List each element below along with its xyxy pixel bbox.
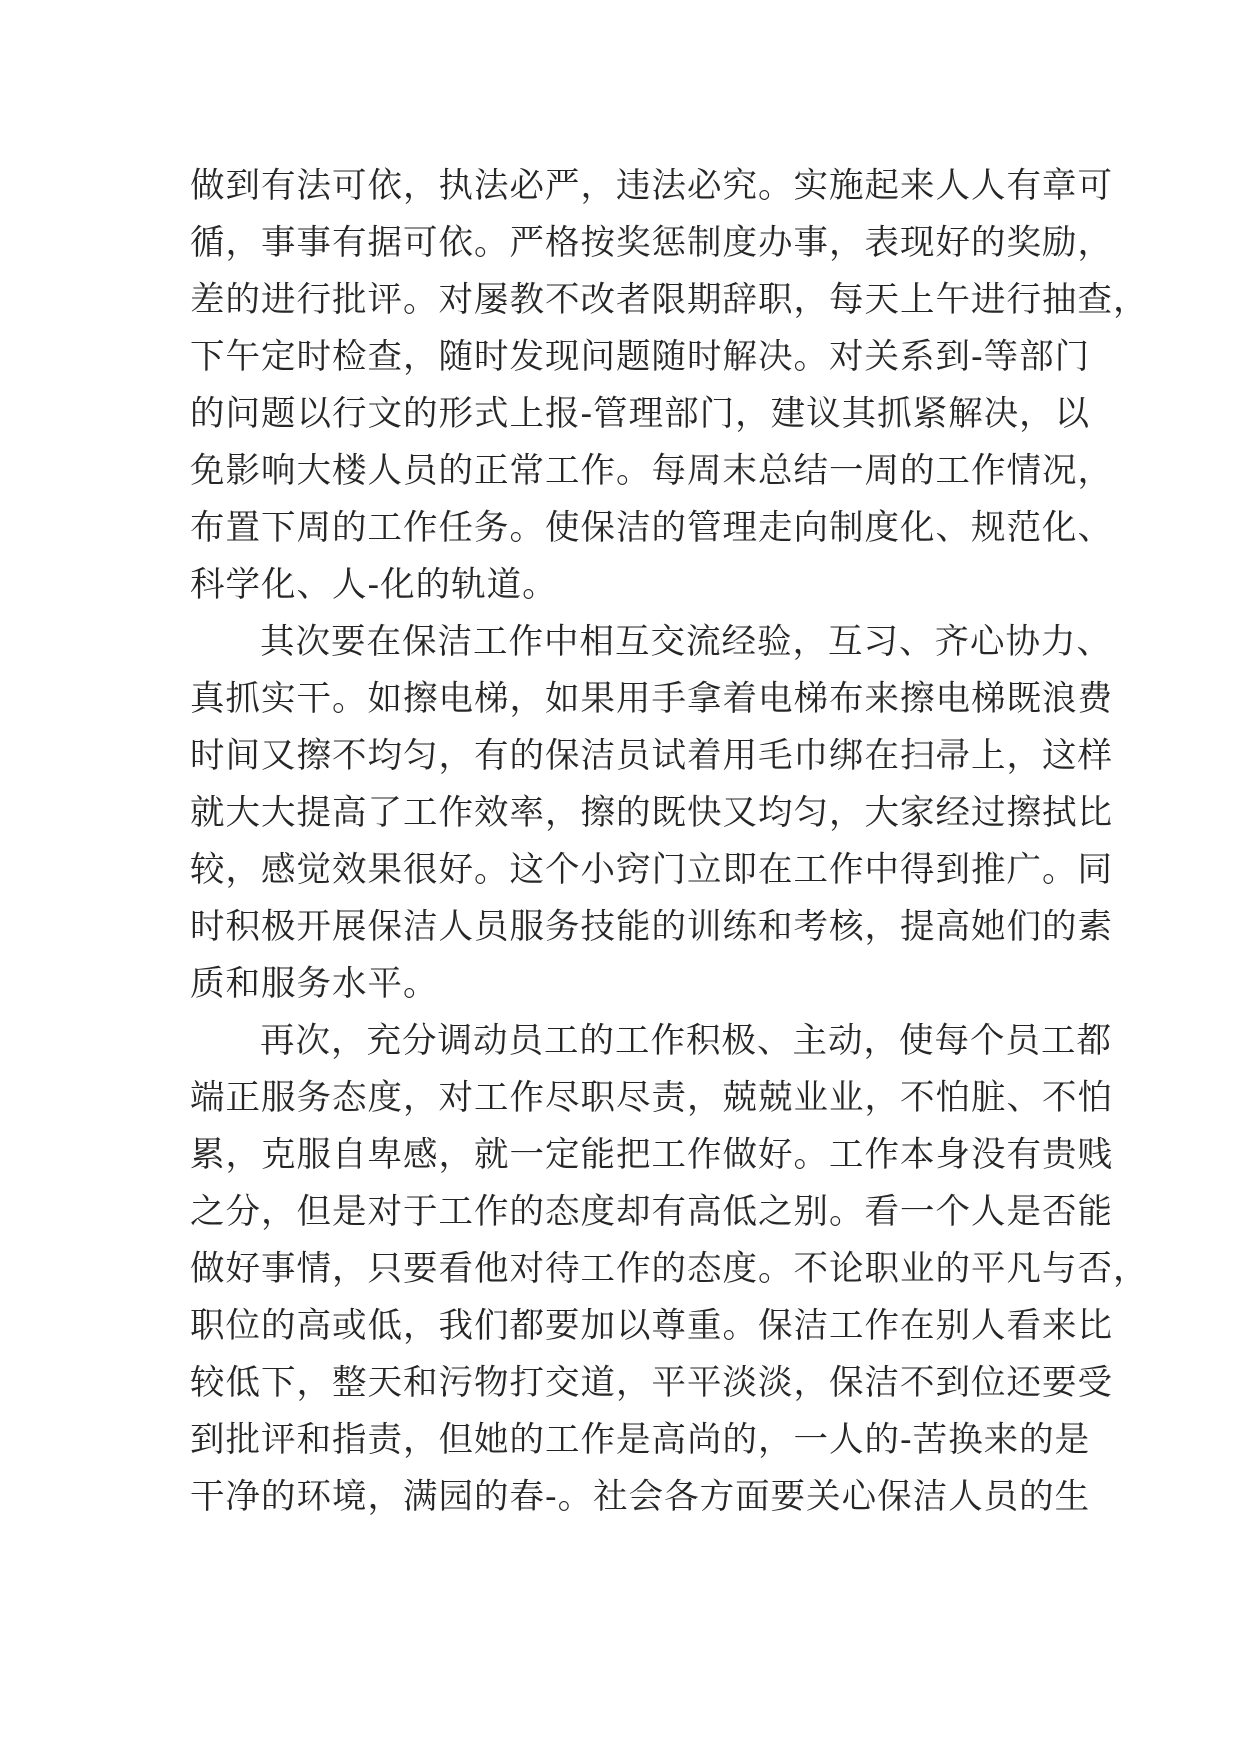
paragraph-3-line-5: 做好事情，只要看他对待工作的态度。不论职业的平凡与否，: [190, 1249, 1149, 1289]
paragraph-1-line-2: 循，事事有据可依。严格按奖惩制度办事，表现好的奖励，: [190, 223, 1113, 263]
paragraph-1-line-5: 的问题以行文的形式上报-管理部门，建议其抓紧解决，以: [190, 394, 1091, 434]
paragraph-3-line-2: 端正服务态度，对工作尽职尽责，兢兢业业，不怕脏、不怕: [190, 1078, 1113, 1118]
paragraph-2-line-3: 时间又擦不均匀，有的保洁员试着用毛巾绑在扫帚上，这样: [190, 736, 1113, 776]
paragraph-2-line-4: 就大大提高了工作效率，擦的既快又均匀，大家经过擦拭比: [190, 793, 1113, 833]
paragraph-1-line-8: 科学化、人-化的轨道。: [190, 565, 558, 605]
paragraph-3-line-7: 较低下，整天和污物打交道，平平淡淡，保洁不到位还要受: [190, 1363, 1113, 1403]
paragraph-3-line-6: 职位的高或低，我们都要加以尊重。保洁工作在别人看来比: [190, 1306, 1113, 1346]
paragraph-3-line-9: 干净的环境，满园的春-。社会各方面要关心保洁人员的生: [190, 1477, 1091, 1517]
paragraph-1-line-6: 免影响大楼人员的正常工作。每周末总结一周的工作情况，: [190, 451, 1113, 491]
paragraph-3-line-4: 之分，但是对于工作的态度却有高低之别。看一个人是否能: [190, 1192, 1113, 1232]
paragraph-3-line-3: 累，克服自卑感，就一定能把工作做好。工作本身没有贵贱: [190, 1135, 1113, 1175]
paragraph-3-line-1: 再次，充分调动员工的工作积极、主动，使每个员工都: [260, 1021, 1112, 1061]
paragraph-3-line-8: 到批评和指责，但她的工作是高尚的，一人的-苦换来的是: [190, 1420, 1091, 1460]
paragraph-2-line-7: 质和服务水平。: [190, 964, 439, 1004]
paragraph-2-line-1: 其次要在保洁工作中相互交流经验，互习、齐心协力、: [260, 622, 1112, 662]
paragraph-1-line-3: 差的进行批评。对屡教不改者限期辞职，每天上午进行抽查，: [190, 280, 1149, 320]
paragraph-1-line-7: 布置下周的工作任务。使保洁的管理走向制度化、规范化、: [190, 508, 1113, 548]
paragraph-2-line-6: 时积极开展保洁人员服务技能的训练和考核，提高她们的素: [190, 907, 1113, 947]
paragraph-1-line-4: 下午定时检查，随时发现问题随时解决。对关系到-等部门: [190, 337, 1091, 377]
paragraph-2-line-2: 真抓实干。如擦电梯，如果用手拿着电梯布来擦电梯既浪费: [190, 679, 1113, 719]
document-body: [190, 158, 1149, 1526]
paragraph-1-line-1: 做到有法可依，执法必严，违法必究。实施起来人人有章可: [190, 166, 1113, 206]
paragraph-2-line-5: 较，感觉效果很好。这个小窍门立即在工作中得到推广。同: [190, 850, 1113, 890]
